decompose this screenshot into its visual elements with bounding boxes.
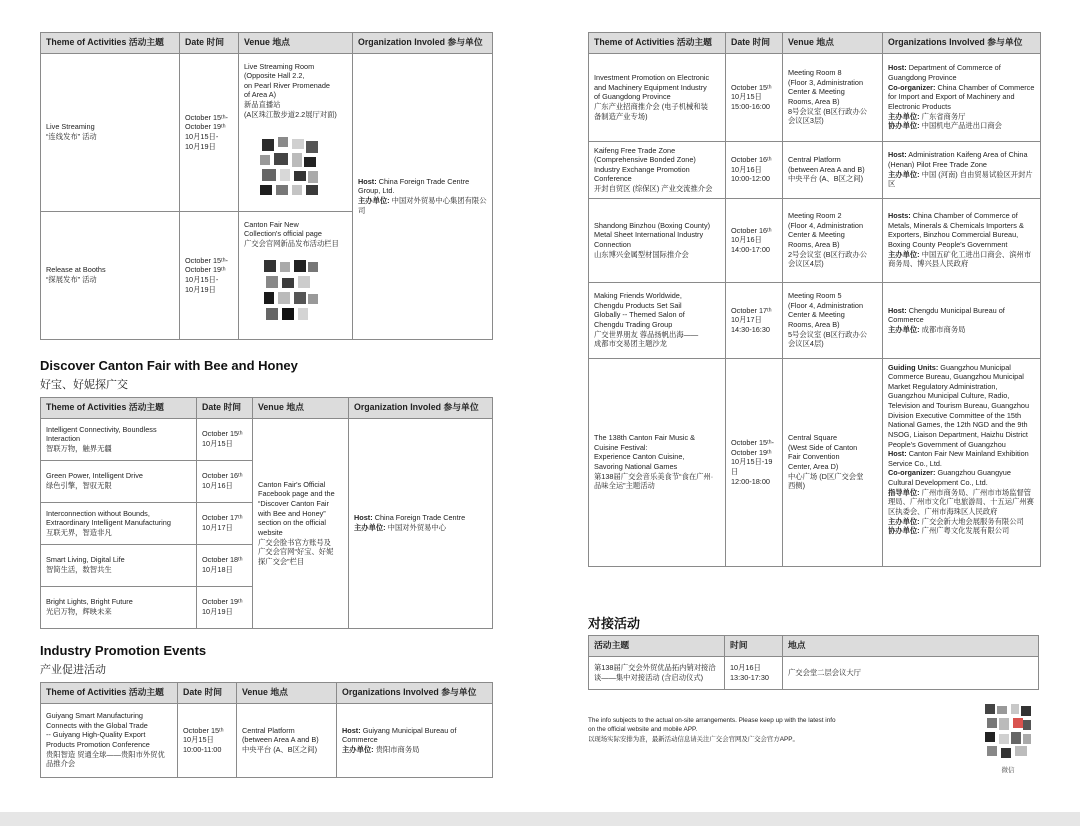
theme-cell bbox=[41, 502, 197, 544]
date-line: 13:30-17:30 bbox=[730, 672, 769, 682]
date-line: October 15ᵗʰ bbox=[202, 429, 243, 439]
theme-line: Extraordinary Intelligent Manufacturing bbox=[46, 518, 171, 528]
theme-line: 品推介会 bbox=[46, 759, 76, 769]
table-row bbox=[589, 656, 1039, 689]
theme-cell bbox=[41, 544, 197, 586]
org-text: 中国 (河南) 自由贸易试验区开封片区 bbox=[888, 169, 1033, 189]
date-line: 10月15日 bbox=[731, 92, 762, 102]
venue-line: with Bee and Honey” bbox=[258, 508, 326, 518]
col-header-organizations: Organizations Involved 参与单位 bbox=[337, 683, 493, 704]
venue-line: 西侧) bbox=[788, 481, 806, 491]
org-text: 广州市商务局、广州市市场监督管理局、广州市文化广电旅游局、十五运广州赛区执委会、广州市海珠区人民政府 bbox=[888, 487, 1034, 516]
theme-line: “探展发布” 活动 bbox=[46, 275, 97, 285]
org-text: Guangzhou Guangyue Cultural Development Co., Ltd. bbox=[888, 468, 1011, 488]
venue-line: Meeting Room 8 bbox=[788, 68, 842, 78]
theme-line: Products Promotion Conference bbox=[46, 740, 150, 750]
theme-line: 第138届广交会外贸优品拓内销对接洽 bbox=[594, 662, 716, 672]
venue-line: 广交会官网“好宝、好妮 bbox=[258, 547, 334, 557]
venue-cell bbox=[783, 141, 883, 198]
theme-line: Investment Promotion on Electronic bbox=[594, 73, 710, 83]
org-label: 主办单位: bbox=[888, 324, 920, 334]
venue-line: 广交会脸书官方账号及 bbox=[258, 537, 331, 547]
col-header-theme: Theme of Activities 活动主题 bbox=[41, 33, 180, 54]
venue-line: Fair Convention bbox=[788, 452, 840, 462]
org-text: 广东省商务厅 bbox=[921, 111, 966, 121]
col-header-organization: Organization Involed 参与单位 bbox=[349, 398, 493, 419]
venue-line: “Discover Canton Fair bbox=[258, 499, 329, 509]
date-cell bbox=[180, 53, 239, 211]
venue-cell: 广交会堂二层会议大厅 bbox=[783, 656, 1039, 689]
theme-cell bbox=[41, 703, 178, 777]
org-text: 广州广粤文化发展有限公司 bbox=[921, 526, 1010, 536]
theme-line: 成都市交易团主题沙龙 bbox=[594, 339, 667, 349]
theme-line: 智联万物，触界无疆 bbox=[46, 443, 112, 453]
org-text: 中国机电产品进出口商会 bbox=[921, 121, 1002, 131]
theme-line: Intelligent Connectivity, Boundless bbox=[46, 424, 157, 434]
theme-line: Savoring National Games bbox=[594, 462, 678, 472]
venue-line: (between Area A and B) bbox=[788, 164, 865, 174]
theme-line: Release at Booths bbox=[46, 265, 106, 275]
venue-cell bbox=[253, 418, 349, 628]
date-line: 14:30-16:30 bbox=[731, 324, 770, 334]
col-header-organizations: Organizations Involved 参与单位 bbox=[883, 33, 1041, 54]
notice-line-zh: 以现场实际安排为准，最新活动信息请关注广交会官网及广交会官方APP。 bbox=[588, 735, 799, 743]
col-header-venue: 地点 bbox=[783, 636, 1039, 657]
date-line: 10月15日- bbox=[185, 275, 219, 285]
section-title-matchmaking: 对接活动 bbox=[588, 616, 641, 631]
venue-line: 中心广场 (D区广交会堂 bbox=[788, 471, 864, 481]
org-label: Host: bbox=[888, 63, 907, 73]
right-page bbox=[540, 0, 1080, 812]
date-line: October 19ᵗʰ bbox=[185, 265, 226, 275]
theme-cell bbox=[589, 141, 726, 198]
theme-cell bbox=[41, 418, 197, 460]
theme-cell bbox=[41, 211, 180, 339]
theme-line: Globally -- Themed Salon of bbox=[594, 310, 685, 320]
qr-caption: 微信 bbox=[1001, 767, 1015, 774]
host-name-zh: 中国对外贸易中心 bbox=[387, 523, 447, 533]
venue-line: 2号会议室 (B区行政办公 bbox=[788, 249, 868, 259]
date-line: October 19ᵗʰ bbox=[185, 122, 226, 132]
date-cell bbox=[726, 282, 783, 358]
org-text: 广交会新大地会展服务有限公司 bbox=[921, 516, 1024, 526]
page-bottom-strip bbox=[0, 812, 1080, 826]
col-header-theme: Theme of Activities 活动主题 bbox=[41, 683, 178, 704]
org-label: Co-organizer: bbox=[888, 468, 936, 478]
venue-line: (between Area A and B) bbox=[242, 735, 319, 745]
table-row bbox=[41, 53, 493, 211]
date-line: October 16ᵗʰ bbox=[731, 225, 772, 235]
venue-line: Canton Fair New bbox=[244, 219, 299, 229]
organization-cell bbox=[337, 703, 493, 777]
venue-line: 广交会官网新品发布活动栏目 bbox=[244, 238, 339, 248]
section-subtitle-discover: 好宝、好妮探广交 bbox=[40, 379, 128, 391]
theme-line: Chengdu Products Set Sail bbox=[594, 300, 682, 310]
date-line: 14:00-17:00 bbox=[731, 244, 770, 254]
host-name-zh: 贵阳市商务局 bbox=[375, 744, 420, 754]
section-title-discover: Discover Canton Fair with Bee and Honey bbox=[40, 358, 298, 373]
theme-line: Cuisine Festival: bbox=[594, 442, 648, 452]
date-line: October 17ᵗʰ bbox=[202, 513, 243, 523]
theme-line: 贵阳智造 贸通全球——贵阳市外贸优 bbox=[46, 749, 165, 759]
org-text: 中国五矿化工进出口商会、滨州市商务局、博兴县人民政府 bbox=[888, 249, 1032, 269]
venue-line: 新品直播站 bbox=[244, 100, 281, 110]
venue-line: Rooms, Area B) bbox=[788, 240, 840, 250]
theme-line: 山东博兴金属型材国际推介会 bbox=[594, 249, 689, 259]
theme-line: 备制造产业专场) bbox=[594, 111, 648, 121]
date-line: 10月15日-19日 bbox=[731, 457, 773, 476]
date-cell bbox=[726, 53, 783, 141]
venue-line: (Floor 4, Administration bbox=[788, 220, 864, 230]
industry-promotion-table-continued bbox=[588, 32, 1041, 567]
venue-line: Canton Fair's Official bbox=[258, 479, 326, 489]
theme-line: 广交世界朋友 蓉品扬帆出海—— bbox=[594, 329, 699, 339]
theme-cell bbox=[41, 586, 197, 628]
left-page bbox=[0, 0, 540, 812]
date-cell bbox=[197, 502, 253, 544]
theme-line: Green Power, Intelligent Drive bbox=[46, 471, 143, 481]
host-name: China Foreign Trade Centre bbox=[374, 513, 466, 523]
col-header-theme: Theme of Activities 活动主题 bbox=[41, 398, 197, 419]
venue-line: Central Platform bbox=[788, 155, 841, 165]
theme-cell bbox=[589, 656, 725, 689]
venue-line: (West Side of Canton bbox=[788, 442, 858, 452]
theme-line: (Comprehensive Bonded Zone) bbox=[594, 155, 696, 165]
date-line: October 18ᵗʰ bbox=[202, 555, 243, 565]
theme-line: 品味全运”主题活动 bbox=[594, 481, 655, 491]
table-row bbox=[589, 282, 1041, 358]
date-line: October 15ᵗʰ- bbox=[185, 255, 228, 265]
theme-line: Chengdu Trading Group bbox=[594, 320, 673, 330]
org-text: China Chamber of Commerce of Metals, Minerals & Chemicals Importers & Exporters, Binzhou Commercial Bureau, Boxing County People's Government bbox=[888, 211, 1024, 250]
col-header-venue: Venue 地点 bbox=[237, 683, 337, 704]
venue-line: on Pearl River Promenade bbox=[244, 80, 330, 90]
disclaimer-notice bbox=[588, 716, 888, 744]
venue-line: Central Square bbox=[788, 433, 838, 443]
date-line: 10:00-12:00 bbox=[731, 174, 770, 184]
org-label: 主办单位: bbox=[888, 169, 920, 179]
host-label: Host: bbox=[358, 176, 377, 186]
org-label: Co-organizer: bbox=[888, 82, 936, 92]
table-row bbox=[589, 53, 1041, 141]
venue-line: Meeting Room 2 bbox=[788, 211, 842, 221]
theme-line: -- Guiyang High-Quality Export bbox=[46, 730, 146, 740]
date-line: October 19ᵗʰ bbox=[731, 447, 772, 457]
date-cell bbox=[197, 586, 253, 628]
qr-code-image bbox=[983, 702, 1033, 760]
date-line: 12:00-18:00 bbox=[731, 476, 770, 486]
org-text: Chengdu Municipal Bureau of Commerce bbox=[888, 305, 1005, 325]
theme-line: Guiyang Smart Manufacturing bbox=[46, 711, 143, 721]
org-label: 协办单位: bbox=[888, 121, 920, 131]
date-line: October 16ᵗʰ bbox=[202, 471, 243, 481]
date-line: 10月16日 bbox=[202, 481, 233, 491]
date-line: 10月15日 bbox=[183, 735, 214, 745]
venue-line: website bbox=[258, 527, 283, 537]
venue-line: (Floor 4, Administration bbox=[788, 300, 864, 310]
theme-line: The 138th Canton Fair Music & bbox=[594, 433, 695, 443]
date-cell bbox=[178, 703, 237, 777]
theme-line: Interaction bbox=[46, 434, 81, 444]
theme-line: “连线发布” 活动 bbox=[46, 132, 97, 142]
date-line: 10月17日 bbox=[202, 523, 233, 533]
theme-line: Bright Lights, Bright Future bbox=[46, 597, 133, 607]
org-text: 成都市商务局 bbox=[921, 324, 966, 334]
org-text: Canton Fair New Mainland Exhibition Service Co., Ltd. bbox=[888, 449, 1029, 468]
venue-line: Collection's official page bbox=[244, 229, 322, 239]
host-name: Guiyang Municipal Bureau of Commerce bbox=[342, 725, 457, 745]
venue-line: 8号会议室 (B区行政办公 bbox=[788, 106, 868, 116]
venue-line: 中央平台 (A、B区之间) bbox=[788, 174, 863, 184]
venue-line: Center & Meeting bbox=[788, 87, 845, 97]
venue-line: 探广交会”栏目 bbox=[258, 556, 305, 566]
date-line: 10月17日 bbox=[731, 315, 762, 325]
theme-line: 智简生活，数智共生 bbox=[46, 565, 112, 575]
theme-line: 广东产业招商推介会 (电子机械和装 bbox=[594, 101, 708, 111]
section-title-industry: Industry Promotion Events bbox=[40, 643, 207, 658]
org-text: Guangzhou Municipal Commerce Bureau, Guangzhou Municipal Market Regulatory Administration, Guangzhou Municipal Culture, Radio, Television and Tourism Bureau, Guangzhou Division Executive Committee of the 15th National Games, the 12th NGD and the 9th NSOG, Liaison Department, Haizhu District People's Government of Guangzhou bbox=[888, 362, 1030, 449]
notice-line-en: The info subjects to the actual on-site arrangements. Please keep up with the latest info bbox=[588, 717, 836, 724]
date-line: 10月16日 bbox=[730, 662, 761, 672]
theme-line: and Machinery Equipment Industry bbox=[594, 82, 707, 92]
venue-cell bbox=[239, 211, 353, 339]
date-line: October 15ᵗʰ bbox=[183, 725, 224, 735]
notice-line-en: on the official website and mobile APP. bbox=[588, 726, 698, 734]
org-label: 主办单位: bbox=[888, 516, 920, 526]
col-header-theme: 活动主题 bbox=[589, 636, 725, 657]
date-line: October 15ᵗʰ- bbox=[731, 438, 774, 448]
date-cell bbox=[197, 418, 253, 460]
table-row bbox=[41, 703, 493, 777]
venue-line: Meeting Room 5 bbox=[788, 291, 842, 301]
theme-line: Metal Sheet International Industry bbox=[594, 230, 704, 240]
venue-line: 会议区4层) bbox=[788, 339, 824, 349]
host-label-zh: 主办单位: bbox=[358, 196, 390, 206]
theme-line: 开封自贸区 (综保区) 产业交流推介会 bbox=[594, 184, 713, 194]
theme-cell bbox=[589, 282, 726, 358]
theme-line: 互联无界，智造非凡 bbox=[46, 527, 112, 537]
col-header-organization: Organization Involed 参与单位 bbox=[353, 33, 493, 54]
col-header-date: Date 时间 bbox=[178, 683, 237, 704]
date-line: 15:00-16:00 bbox=[731, 101, 770, 111]
organization-cell bbox=[883, 141, 1041, 198]
org-label: 指导单位: bbox=[888, 487, 920, 497]
venue-cell bbox=[783, 198, 883, 282]
org-label: Host: bbox=[888, 449, 907, 459]
industry-promotion-table bbox=[40, 682, 493, 778]
date-cell bbox=[725, 656, 783, 689]
date-line: 10月18日 bbox=[202, 565, 233, 575]
organization-cell bbox=[883, 358, 1041, 566]
organization-cell bbox=[353, 53, 493, 339]
col-header-venue: Venue 地点 bbox=[239, 33, 353, 54]
section-subtitle-industry: 产业促进活动 bbox=[40, 664, 106, 676]
date-line: 10月19日 bbox=[185, 141, 216, 151]
app-qr-code bbox=[983, 702, 1033, 774]
theme-line: Shandong Binzhou (Boxing County) bbox=[594, 220, 711, 230]
date-cell bbox=[197, 544, 253, 586]
host-label-zh: 主办单位: bbox=[342, 744, 374, 754]
date-line: 10月15日- bbox=[185, 132, 219, 142]
venue-cell bbox=[237, 703, 337, 777]
org-label: Host: bbox=[888, 305, 907, 315]
venue-line: section on the official bbox=[258, 518, 327, 528]
theme-line: Live Streaming bbox=[46, 122, 95, 132]
venue-line: (A区珠江散步道2.2展厅对面) bbox=[244, 109, 337, 119]
venue-line: Rooms, Area B) bbox=[788, 97, 840, 107]
venue-cell bbox=[783, 53, 883, 141]
date-line: October 16ᵗʰ bbox=[731, 155, 772, 165]
table-row bbox=[41, 418, 493, 460]
theme-line: Industry Exchange Promotion bbox=[594, 164, 690, 174]
theme-cell bbox=[41, 53, 180, 211]
venue-line: 会议区3层) bbox=[788, 116, 824, 126]
org-label: 主办单位: bbox=[888, 111, 920, 121]
theme-line: 第138届广交会音乐美食节“食在广州· bbox=[594, 471, 714, 481]
date-line: October 19ᵗʰ bbox=[202, 597, 243, 607]
col-header-venue: Venue 地点 bbox=[783, 33, 883, 54]
venue-line: Facebook page and the bbox=[258, 489, 335, 499]
date-line: 10月19日 bbox=[185, 284, 216, 294]
org-text: Department of Commerce of Guangdong Province bbox=[888, 63, 1001, 83]
host-label-zh: 主办单位: bbox=[354, 523, 386, 533]
theme-cell bbox=[41, 460, 197, 502]
theme-line: Making Friends Worldwide, bbox=[594, 291, 682, 301]
theme-cell bbox=[589, 198, 726, 282]
date-cell bbox=[197, 460, 253, 502]
date-cell bbox=[726, 198, 783, 282]
org-label: Hosts: bbox=[888, 211, 911, 221]
organization-cell bbox=[883, 282, 1041, 358]
col-header-time: 时间 bbox=[725, 636, 783, 657]
venue-line: Center & Meeting bbox=[788, 230, 845, 240]
venue-line: of Area A) bbox=[244, 90, 277, 100]
org-label: 主办单位: bbox=[888, 249, 920, 259]
venue-line: 5号会议室 (B区行政办公 bbox=[788, 329, 868, 339]
organization-cell bbox=[883, 53, 1041, 141]
venue-line: 中央平台 (A、B区之间) bbox=[242, 744, 317, 754]
venue-line: (Floor 3, Administration bbox=[788, 77, 864, 87]
theme-line: Interconnection without Bounds, bbox=[46, 508, 150, 518]
date-line: 10:00-11:00 bbox=[183, 744, 222, 754]
venue-cell bbox=[783, 282, 883, 358]
venue-line: Center & Meeting bbox=[788, 310, 845, 320]
venue-line: Central Platform bbox=[242, 725, 295, 735]
venue-line: Live Streaming Room bbox=[244, 61, 315, 71]
theme-cell bbox=[589, 53, 726, 141]
discover-activities-table bbox=[40, 397, 493, 629]
theme-line: of Guangdong Province bbox=[594, 92, 671, 102]
col-header-venue: Venue 地点 bbox=[253, 398, 349, 419]
table-row bbox=[589, 358, 1041, 566]
venue-cell bbox=[783, 358, 883, 566]
venue-line: (Opposite Hall 2.2, bbox=[244, 71, 305, 81]
org-label: 协办单位: bbox=[888, 526, 920, 536]
date-line: 10月15日 bbox=[202, 439, 233, 449]
date-line: October 17ᵗʰ bbox=[731, 305, 772, 315]
table-row bbox=[589, 198, 1041, 282]
venue-line: 会议区4层) bbox=[788, 259, 824, 269]
date-line: 10月16日 bbox=[731, 235, 762, 245]
table-row bbox=[589, 141, 1041, 198]
organization-cell bbox=[349, 418, 493, 628]
venue-line: Rooms, Area B) bbox=[788, 320, 840, 330]
date-cell bbox=[726, 141, 783, 198]
date-line: October 15ᵗʰ bbox=[731, 82, 772, 92]
theme-line: Connects with the Global Trade bbox=[46, 720, 148, 730]
venue-cell bbox=[239, 53, 353, 211]
host-name: China Foreign Trade Centre Group, Ltd. bbox=[358, 176, 470, 196]
org-label: Guiding Units: bbox=[888, 362, 939, 372]
theme-line: Connection bbox=[594, 240, 631, 250]
col-header-date: Date 时间 bbox=[180, 33, 239, 54]
date-line: 10月16日 bbox=[731, 164, 762, 174]
col-header-date: Date 时间 bbox=[197, 398, 253, 419]
theme-line: Conference bbox=[594, 174, 632, 184]
host-label: Host: bbox=[354, 513, 373, 523]
qr-code-image bbox=[262, 258, 347, 322]
host-name-zh: 中国对外贸易中心集团有限公司 bbox=[358, 196, 487, 215]
venue-line: Center, Area D) bbox=[788, 462, 839, 472]
date-line: October 15ᵗʰ- bbox=[185, 112, 228, 122]
org-label: Host: bbox=[888, 150, 907, 160]
col-header-date: Date 时间 bbox=[726, 33, 783, 54]
theme-line: Experience Canton Cuisine, bbox=[594, 452, 685, 462]
theme-line: Smart Living, Digital Life bbox=[46, 555, 125, 565]
organization-cell bbox=[883, 198, 1041, 282]
release-activities-table bbox=[40, 32, 493, 340]
col-header-theme: Theme of Activities 活动主题 bbox=[589, 33, 726, 54]
org-text: Administration Kaifeng Area of China (Henan) Pilot Free Trade Zone bbox=[888, 150, 1028, 169]
theme-cell bbox=[589, 358, 726, 566]
theme-line: 绿色引擎，智驭无限 bbox=[46, 481, 112, 491]
qr-code-image bbox=[258, 135, 347, 197]
theme-line: 谈——集中对接活动 (含启动仪式) bbox=[594, 672, 704, 682]
theme-line: 光启万物，辉映未来 bbox=[46, 607, 112, 617]
date-line: 10月19日 bbox=[202, 607, 233, 617]
org-text: China Chamber of Commerce for Import and Export of Machinery and Electronic Products bbox=[888, 82, 1035, 111]
host-label: Host: bbox=[342, 725, 361, 735]
date-cell bbox=[180, 211, 239, 339]
matchmaking-table bbox=[588, 635, 1039, 690]
theme-line: Kaifeng Free Trade Zone bbox=[594, 145, 676, 155]
date-cell bbox=[726, 358, 783, 566]
